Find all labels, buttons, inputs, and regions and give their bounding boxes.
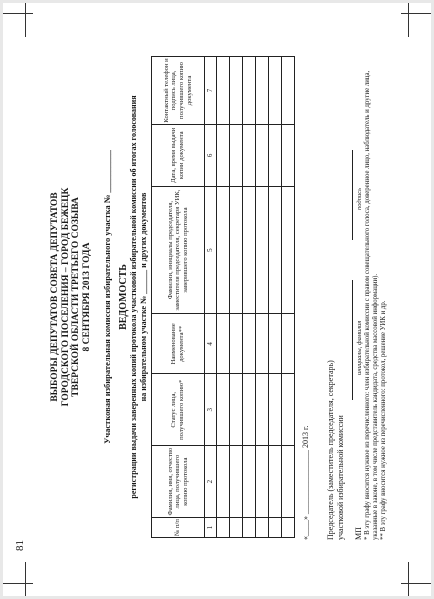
election-heading xyxy=(50,48,92,546)
table-cell[interactable] xyxy=(217,124,230,186)
crop-mark xyxy=(25,562,26,596)
heading-line: ВЫБОРЫ ДЕПУТАТОВ СОВЕТА ДЕПУТАТОВ xyxy=(50,192,60,402)
table-cell[interactable] xyxy=(282,124,295,186)
table-cell[interactable] xyxy=(243,57,256,125)
table-cell[interactable] xyxy=(217,57,230,125)
table-cell[interactable] xyxy=(243,446,256,518)
table-row xyxy=(243,57,256,538)
table-cell[interactable] xyxy=(217,186,230,314)
table-cell[interactable] xyxy=(217,374,230,446)
crop-mark xyxy=(3,583,33,584)
table-cell[interactable] xyxy=(230,124,243,186)
date-line: «____» ________________ 2013 г. xyxy=(301,425,310,540)
table-cell[interactable] xyxy=(243,314,256,374)
table-cell[interactable] xyxy=(230,374,243,446)
subtitle-line: регистрации выдачи заверенных копий протокола участковой избирательной комиссии об итогах голосования xyxy=(129,95,138,499)
heading-line: 8 СЕНТЯБРЯ 2013 ГОДА xyxy=(81,242,92,352)
table-cell[interactable] xyxy=(230,314,243,374)
signature-caption: подпись xyxy=(356,187,363,210)
table-cell[interactable] xyxy=(256,446,269,518)
table-cell[interactable] xyxy=(269,374,282,446)
table-row xyxy=(269,57,282,538)
table-cell[interactable] xyxy=(243,186,256,314)
table-cell[interactable] xyxy=(269,186,282,314)
table-cell[interactable] xyxy=(230,446,243,518)
crop-mark xyxy=(408,3,409,37)
page-number: 81 xyxy=(14,540,26,551)
table-cell[interactable] xyxy=(282,314,295,374)
crop-mark xyxy=(3,13,33,14)
table-cell[interactable] xyxy=(230,518,243,538)
footnote: * В эту графу вносится нужное из перечисленного: член избирательной комиссии с правом совещательного голоса, доверенное лицо, наблюдатель и другие лица, указанные в законе, в том числе представитель кандидата, средства массовой информации). xyxy=(364,70,379,540)
crop-mark xyxy=(25,3,26,37)
name-caption: инициалы, фамилия xyxy=(356,320,363,375)
column-number: 7 xyxy=(205,57,217,125)
column-number: 3 xyxy=(205,374,217,446)
table-row xyxy=(256,57,269,538)
table-cell[interactable] xyxy=(217,314,230,374)
rotated-form xyxy=(50,48,397,546)
crop-mark xyxy=(401,13,431,14)
table-cell[interactable] xyxy=(269,314,282,374)
table-cell[interactable] xyxy=(256,518,269,538)
table-cell[interactable] xyxy=(282,186,295,314)
heading-line: ГОРОДСКОГО ПОСЕЛЕНИЯ – ГОРОД БЕЖЕЦК xyxy=(60,187,71,407)
heading-line: ТВЕРСКОЙ ОБЛАСТИ ТРЕТЬЕГО СОЗЫВА xyxy=(71,197,81,397)
footnotes xyxy=(364,60,388,540)
column-header-recipient-status: Статус лица, получившего копию* xyxy=(152,374,205,446)
station-commission-line: Участковая избирательная комиссия избирательного участка № __________ xyxy=(102,150,112,444)
table-cell[interactable] xyxy=(217,518,230,538)
registration-table xyxy=(151,56,295,538)
signatory-title-line: участковой избирательной комиссии xyxy=(336,415,345,540)
crop-mark xyxy=(408,562,409,596)
column-header-recipient-name: Фамилия, имя, отчество лица, получившего копию протокола xyxy=(152,446,205,518)
table-cell[interactable] xyxy=(269,518,282,538)
table-cell[interactable] xyxy=(269,57,282,125)
table-cell[interactable] xyxy=(282,57,295,125)
table-cell[interactable] xyxy=(256,124,269,186)
stamp-place-label: МП xyxy=(354,527,363,540)
signatory-title-line: Председатель (заместитель председателя, секретарь) xyxy=(326,360,335,540)
table-cell[interactable] xyxy=(243,518,256,538)
table-cell[interactable] xyxy=(256,57,269,125)
table-cell[interactable] xyxy=(269,124,282,186)
table-header-row xyxy=(152,57,205,538)
column-number: 1 xyxy=(205,518,217,538)
column-header-certifier: Фамилии, инициалы председателя, заместителя председателя, секретаря УИК, заверившего копию протокола xyxy=(152,186,205,314)
table-cell[interactable] xyxy=(243,374,256,446)
table-cell[interactable] xyxy=(230,57,243,125)
table-cell[interactable] xyxy=(269,446,282,518)
table-row xyxy=(230,57,243,538)
subtitle-line: на избирательном участке № ______ и других документов xyxy=(138,192,148,402)
column-number: 6 xyxy=(205,124,217,186)
column-header-phone-signature: Контактный телефон и подпись лица, получившего копию документа xyxy=(152,57,205,125)
name-line xyxy=(352,280,353,400)
table-cell[interactable] xyxy=(256,374,269,446)
column-header-issue-datetime: Дата, время выдачи копии документа xyxy=(152,124,205,186)
statement-subtitle xyxy=(129,48,148,546)
column-header-document-name: Наименование документа** xyxy=(152,314,205,374)
table-cell[interactable] xyxy=(217,446,230,518)
signature-block xyxy=(326,48,364,540)
table-cell[interactable] xyxy=(282,446,295,518)
table-cell[interactable] xyxy=(282,518,295,538)
column-number: 5 xyxy=(205,186,217,314)
column-number: 2 xyxy=(205,446,217,518)
column-header-number: № п/п xyxy=(152,518,205,538)
table-cell[interactable] xyxy=(256,186,269,314)
table-cell[interactable] xyxy=(230,186,243,314)
page xyxy=(3,3,431,596)
signature-line xyxy=(352,150,353,240)
table-cell[interactable] xyxy=(256,314,269,374)
column-number: 4 xyxy=(205,314,217,374)
statement-title: ВЕДОМОСТЬ xyxy=(118,264,129,330)
crop-mark xyxy=(401,583,431,584)
footnote: ** В эту графу вносится нужное из перечисленного: протокол, решение УИК и др. xyxy=(380,300,387,540)
table-cell[interactable] xyxy=(282,374,295,446)
table-row xyxy=(217,57,230,538)
table-cell[interactable] xyxy=(243,124,256,186)
column-number-row xyxy=(205,57,217,538)
table-row xyxy=(282,57,295,538)
